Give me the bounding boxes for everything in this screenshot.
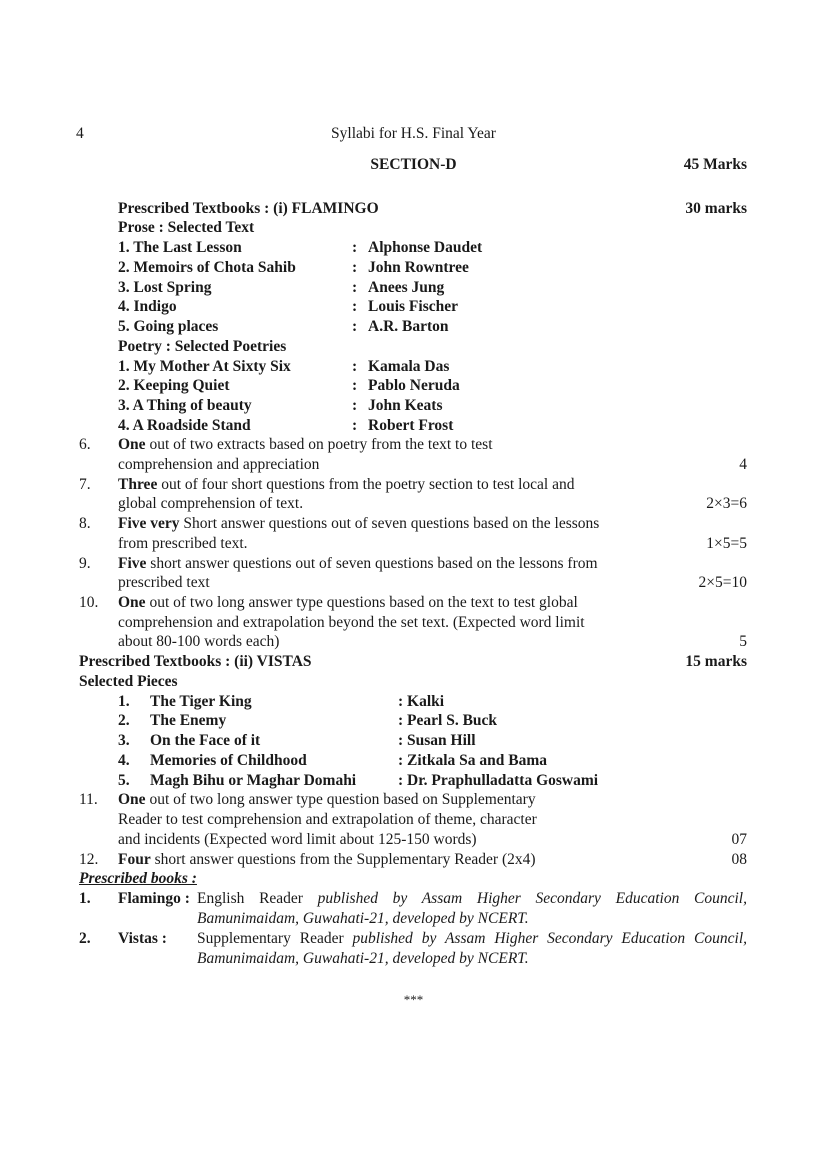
piece-number: 1. (118, 693, 130, 710)
question-line (118, 514, 599, 534)
question-number: 6. (79, 436, 91, 453)
poem-colon: : (352, 397, 358, 414)
poem-colon: : (352, 417, 358, 434)
question-text: out of two extracts based on poetry from the text to test (145, 436, 493, 453)
poem-title: 1. My Mother At Sixty Six (118, 358, 291, 375)
book-desc (197, 889, 747, 909)
poem-author: Kamala Das (368, 358, 450, 375)
piece-author: : Kalki (398, 693, 445, 710)
prose-author: Alphonse Daudet (368, 239, 483, 256)
question-keyword: Four (118, 851, 151, 868)
prose-title: 5. Going places (118, 318, 219, 335)
question-keyword: Five (118, 555, 147, 572)
piece-author: : Dr. Praphulladatta Goswami (398, 772, 599, 789)
book-desc-line2: Bamunimaidam, Guwahati-21, developed by NCERT. (197, 950, 529, 967)
poem-title: 2. Keeping Quiet (118, 377, 230, 394)
question-line (118, 475, 574, 495)
question-text: short answer questions out of seven questions based on the lessons from (146, 555, 598, 572)
piece-number: 5. (118, 772, 130, 789)
vistas-marks: 15 marks (685, 653, 747, 670)
book-name: Vistas : (118, 930, 167, 947)
question-keyword: Five very (118, 515, 180, 532)
question-marks: 1×5=5 (706, 535, 747, 552)
prose-heading: Prose : Selected Text (118, 219, 255, 236)
question-line: from prescribed text. (118, 535, 248, 552)
piece-author: : Susan Hill (398, 732, 476, 749)
poem-author: John Keats (368, 397, 443, 414)
prose-author: John Rowntree (368, 259, 469, 276)
flamingo-heading: Prescribed Textbooks : (i) FLAMINGO (118, 200, 379, 217)
question-text: out of two long answer type question based on Supplementary (145, 791, 536, 808)
question-line: global comprehension of text. (118, 495, 304, 512)
question-line: comprehension and extrapolation beyond the set text. (Expected word limit (118, 614, 585, 631)
question-keyword: One (118, 436, 146, 453)
question-line: comprehension and appreciation (118, 456, 320, 473)
piece-number: 3. (118, 732, 130, 749)
question-line (118, 593, 578, 613)
end-mark: *** (403, 992, 424, 1007)
question-text: Short answer questions out of seven questions based on the lessons (179, 515, 600, 532)
book-number: 2. (79, 930, 91, 947)
flamingo-marks: 30 marks (685, 200, 747, 217)
book-publisher: published by Assam Higher Secondary Education Council, (352, 930, 747, 947)
question-line (118, 554, 598, 574)
question-number: 10. (79, 594, 99, 611)
piece-author: : Zitkala Sa and Bama (398, 752, 548, 769)
pieces-heading: Selected Pieces (79, 673, 178, 690)
piece-number: 4. (118, 752, 130, 769)
question-marks: 2×5=10 (698, 574, 747, 591)
question-marks: 5 (739, 633, 747, 650)
prose-colon: : (352, 239, 358, 256)
book-number: 1. (79, 890, 91, 907)
book-publisher: published by Assam Higher Secondary Education Council, (317, 890, 747, 907)
question-line: prescribed text (118, 574, 210, 591)
question-keyword: One (118, 594, 146, 611)
piece-title: The Enemy (150, 712, 227, 729)
prose-colon: : (352, 279, 358, 296)
question-line (118, 790, 536, 810)
piece-number: 2. (118, 712, 130, 729)
question-marks: 08 (731, 851, 747, 868)
book-desc-line2: Bamunimaidam, Guwahati-21, developed by NCERT. (197, 910, 529, 927)
question-line: Reader to test comprehension and extrapolation of theme, character (118, 811, 537, 828)
prose-author: Anees Jung (368, 279, 445, 296)
prose-colon: : (352, 259, 358, 276)
prose-colon: : (352, 318, 358, 335)
question-number: 8. (79, 515, 91, 532)
question-line (118, 850, 536, 870)
question-text: short answer questions from the Supplementary Reader (2x4) (150, 851, 536, 868)
prose-title: 1. The Last Lesson (118, 239, 242, 256)
poem-title: 4. A Roadside Stand (118, 417, 251, 434)
piece-title: The Tiger King (150, 693, 252, 710)
poem-colon: : (352, 377, 358, 394)
question-text: out of two long answer type questions based on the text to test global (145, 594, 578, 611)
question-number: 7. (79, 476, 91, 493)
book-desc (197, 929, 747, 949)
running-title: Syllabi for H.S. Final Year (331, 125, 496, 142)
prose-title: 4. Indigo (118, 298, 177, 315)
prose-author: Louis Fischer (368, 298, 458, 315)
section-marks: 45 Marks (683, 156, 747, 173)
question-text: out of four short questions from the poetry section to test local and (157, 476, 575, 493)
question-keyword: Three (118, 476, 158, 493)
question-line (118, 435, 493, 455)
section-title: SECTION-D (370, 156, 457, 173)
page-number: 4 (76, 125, 84, 142)
books-heading: Prescribed books : (79, 870, 197, 887)
piece-title: On the Face of it (150, 732, 261, 749)
question-number: 11. (79, 791, 98, 808)
poem-author: Pablo Neruda (368, 377, 460, 394)
piece-title: Memories of Childhood (150, 752, 307, 769)
book-name: Flamingo : (118, 890, 190, 907)
question-line: and incidents (Expected word limit about 125-150 words) (118, 831, 477, 848)
poem-author: Robert Frost (368, 417, 454, 434)
piece-author: : Pearl S. Buck (398, 712, 498, 729)
prose-title: 2. Memoirs of Chota Sahib (118, 259, 296, 276)
book-type: English Reader (197, 890, 318, 907)
question-number: 9. (79, 555, 91, 572)
prose-title: 3. Lost Spring (118, 279, 212, 296)
poem-title: 3. A Thing of beauty (118, 397, 252, 414)
question-marks: 4 (739, 456, 747, 473)
prose-colon: : (352, 298, 358, 315)
poetry-heading: Poetry : Selected Poetries (118, 338, 287, 355)
question-marks: 07 (731, 831, 747, 848)
prose-author: A.R. Barton (368, 318, 449, 335)
poem-colon: : (352, 358, 358, 375)
question-number: 12. (79, 851, 99, 868)
book-type: Supplementary Reader (197, 930, 353, 947)
question-keyword: One (118, 791, 146, 808)
piece-title: Magh Bihu or Maghar Domahi (150, 772, 357, 789)
vistas-heading: Prescribed Textbooks : (ii) VISTAS (79, 653, 312, 670)
question-marks: 2×3=6 (706, 495, 747, 512)
question-line: about 80-100 words each) (118, 633, 280, 650)
